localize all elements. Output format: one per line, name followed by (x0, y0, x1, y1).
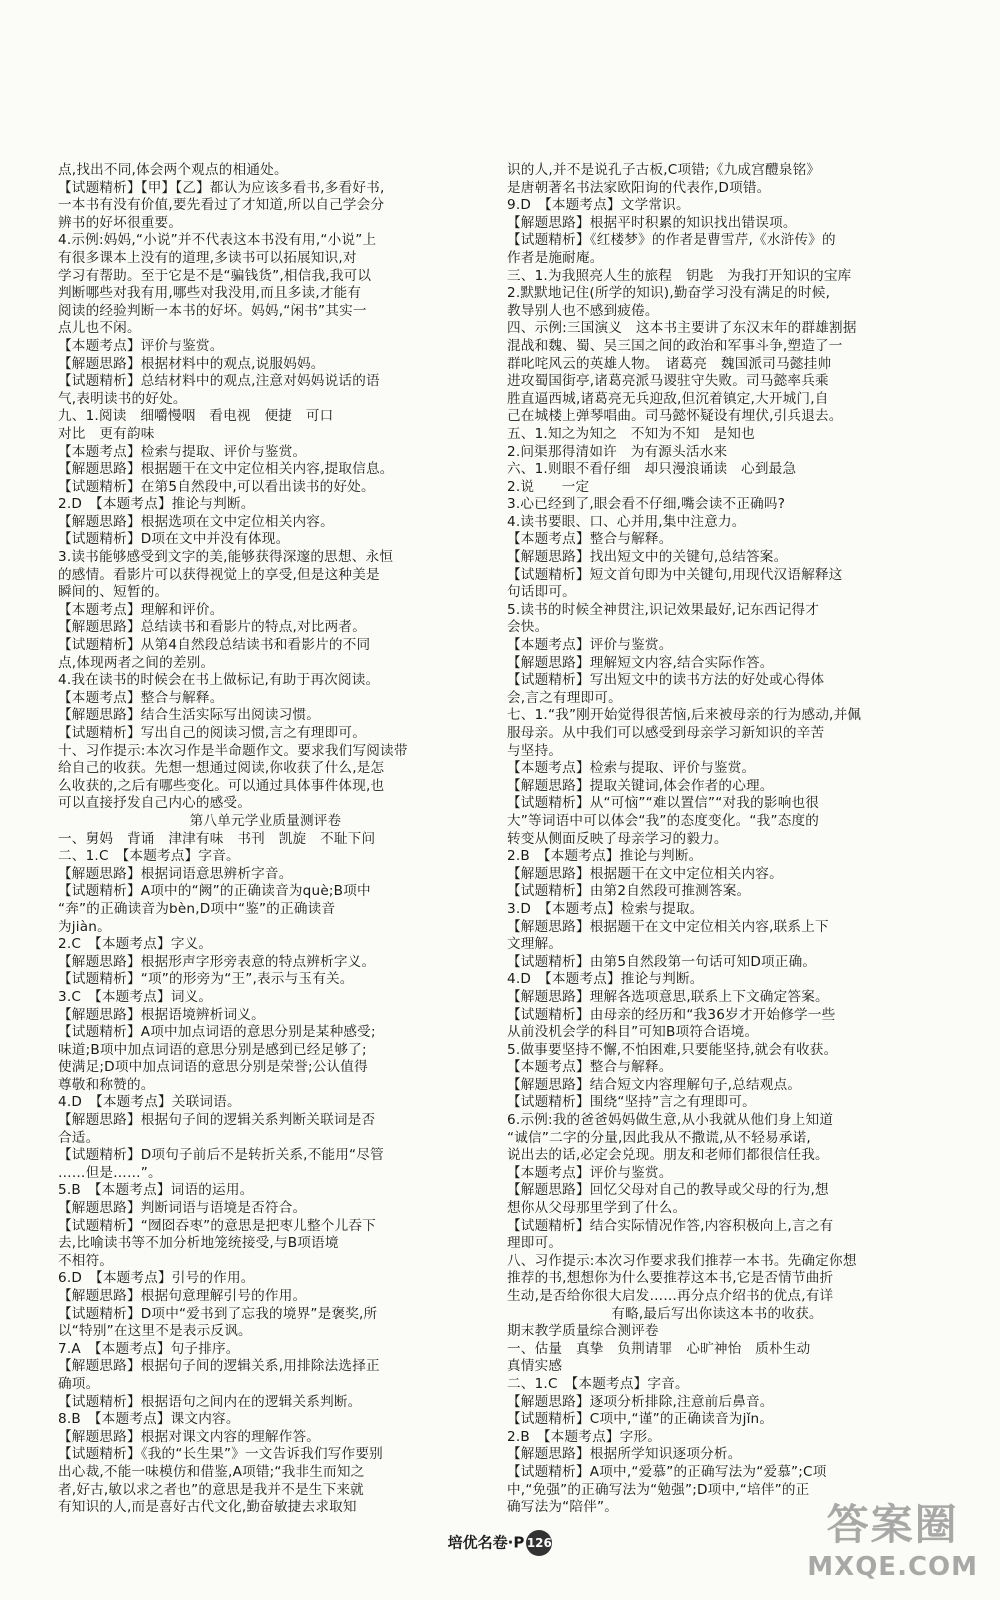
text-line: 【试题精析】总结材料中的观点,注意对妈妈说话的语 (58, 373, 380, 390)
text-line: 尊敬和称赞的。 (58, 1076, 155, 1093)
text-line: 胜直逼西城,诸葛亮无兵迎敌,但沉着镇定,大开城门,自 (507, 390, 829, 407)
text-line: 【本题考点】检索与提取、评价与鉴赏。 (507, 760, 756, 777)
text-line: 服母亲。从中我们可以感受到母亲学习新知识的辛苦 (507, 725, 825, 741)
text-line: 合适。 (58, 1129, 100, 1146)
text-line: 文理解。 (507, 936, 563, 953)
text-line: 【试题精析】从第4自然段总结读书和看影片的不同 (58, 637, 371, 654)
text-line: 【解题思路】总结读书和看影片的特点,对比两者。 (58, 619, 366, 636)
text-line: 2.问渠那得清如许 为有源头活水来 (507, 443, 728, 460)
text-line: 2.说 一定 (507, 478, 590, 495)
text-line: 【试题精析】由母亲的经历和“我36岁才开始修学一些 (507, 1006, 836, 1023)
text-line: 点,体现两者之间的差别。 (58, 654, 215, 671)
text-line: 4.读书要眼、口、心并用,集中注意力。 (507, 513, 746, 530)
text-line: 【解题思路】根据所学知识逐项分析。 (507, 1446, 742, 1463)
text-line: 【试题精析】D项句子前后不是转折关系,不能用“尽管 (58, 1147, 384, 1164)
text-line: 6.示例:我的爸爸妈妈做生意,从小我就从他们身上知道 (507, 1112, 834, 1129)
text-line: 【试题精析】短文首句即为中关键句,用现代汉语解释这 (507, 566, 843, 583)
text-line: 中,“免强”的正确写法为“勉强”;D项中,“培伴”的正 (507, 1481, 810, 1498)
text-line: 给自己的收获。先想一想通过阅读,你收获了什么,是怎 (58, 760, 385, 777)
section-title: 有略,最后写出你读这本书的收获。 (611, 1305, 823, 1322)
section-title: 第八单元学业质量测评卷 (189, 812, 342, 829)
text-line: 八、习作提示:本次习作要求我们推荐一本书。先确定你想 (507, 1252, 857, 1269)
text-line: 【试题精析】围绕“坚持”言之有理即可。 (507, 1094, 756, 1111)
text-line: 说出去的话,必定会兑现。朋友和老师们都很信任我。 (507, 1147, 829, 1164)
text-line: 3.C 【本题考点】词义。 (58, 988, 213, 1005)
text-line: 有知识的人,而是喜好古代文化,勤奋敏捷去求取知 (58, 1499, 357, 1516)
text-line: 【解题思路】根据对课文内容的理解作答。 (58, 1428, 321, 1445)
text-line: 【本题考点】评价与鉴赏。 (507, 637, 673, 654)
text-line: 点儿也不闲。 (58, 320, 141, 337)
right-column (507, 162, 927, 1517)
text-line: 为jiàn。 (58, 918, 111, 935)
text-line: 【解题思路】根据句意理解引号的作用。 (58, 1288, 307, 1304)
text-line: 作者是施耐庵。 (507, 249, 604, 266)
text-line: 4.D 【本题考点】推论与判断。 (507, 971, 704, 988)
text-line: 4.D 【本题考点】关联词语。 (58, 1094, 241, 1111)
watermark-text: 答案圈 (826, 1500, 959, 1549)
text-line: 3.D 【本题考点】检索与提取。 (507, 900, 704, 917)
text-line: 【解题思路】根据材料中的观点,说服妈妈。 (58, 355, 325, 372)
text-line: 【解题思路】判断词语与语境是否符合。 (58, 1200, 307, 1217)
text-line: 【试题精析】根据语句之间内在的逻辑关系判断。 (58, 1393, 362, 1410)
text-line: 使满足;D项中加点词语的意思分别是荣誉;公认值得 (58, 1059, 368, 1076)
text-line: 【解题思路】根据句子间的逻辑关系,用排除法选择正 (58, 1358, 380, 1375)
text-line: 4.示例:妈妈,“小说”并不代表这本书没有用,“小说”上 (58, 232, 377, 249)
text-line: 【试题精析】A项中加点词语的意思分别是某种感受; (58, 1024, 376, 1041)
text-line: 【解题思路】结合生活实际写出阅读习惯。 (58, 707, 321, 724)
text-line: 【解题思路】回忆父母对自己的教导或父母的行为,想 (507, 1182, 829, 1199)
text-line: 大”等词语中可以体会“我”的态度变化。“我”态度的 (507, 812, 820, 829)
text-line: 2.B 【本题考点】推论与判断。 (507, 848, 703, 865)
text-line: 一、舅妈 背诵 津津有味 书刊 凯旋 不耻下问 (58, 830, 376, 847)
text-line: 3.心已经到了,眼会看不仔细,嘴会读不正确吗? (507, 496, 786, 513)
text-line: 期末教学质量综合测评卷 (507, 1323, 659, 1340)
text-line: 【解题思路】根据题干在文中定位相关内容,提取信息。 (58, 461, 394, 478)
text-line: 2.默默地记住(所学的知识),勤奋学习没有满足的时候, (507, 285, 831, 302)
footer-brand: 培优名卷·P (447, 1533, 525, 1552)
text-line: 会,言之有理即可。 (507, 689, 622, 706)
text-line: 学习有帮助。至于它是不是“骗钱货”,相信我,我可以 (58, 267, 372, 284)
watermark-url: MXQE.COM (807, 1552, 978, 1582)
text-line: 从前没机会学的科目”可知B项符合语境。 (507, 1024, 759, 1041)
text-line: 生动,是否给你很大启发……再分点介绍书的优点,有详 (507, 1288, 834, 1304)
text-line: 确项。 (58, 1375, 100, 1392)
text-line: 真情实感 (507, 1358, 563, 1375)
text-line: 4.我在读书的时候会在书上做标记,有助于再次阅读。 (58, 672, 380, 689)
text-line: 会快。 (507, 619, 549, 636)
text-line: 想你从父母那里学到了什么。 (507, 1200, 687, 1217)
text-line: 【试题精析】由第5自然段第一句话可知D项正确。 (507, 953, 817, 970)
text-line: 么收获的,之后有哪些变化。可以通过具体事件体现,也 (58, 777, 385, 794)
text-line: 判断哪些对我有用,哪些对我没用,而且多读,才能有 (58, 285, 362, 302)
text-line: 【本题考点】评价与鉴赏。 (507, 1164, 673, 1181)
text-line: 理即可。 (507, 1235, 563, 1252)
text-line: “诚信”二字的分量,因此我从不撒谎,从不轻易承诺, (507, 1129, 811, 1146)
text-line: 有很多课本上没有的道理,多读书可以拓展知识,对 (58, 249, 357, 266)
text-line: 【试题精析】D项在文中并没有体现。 (58, 531, 290, 548)
left-column (58, 162, 473, 1517)
text-line: 去,比喻读书等不加分析地笼统接受,与B项语境 (58, 1235, 339, 1252)
text-line: 3.读书能够感受到文字的美,能够获得深邃的思想、永恒 (58, 549, 394, 566)
text-line: 【本题考点】理解和评价。 (58, 601, 224, 618)
text-line: 点,找出不同,体会两个观点的相通处。 (58, 162, 288, 178)
text-line: 【解题思路】逐项分析排除,注意前后鼻音。 (507, 1393, 774, 1410)
text-line: 【解题思路】根据句子间的逻辑关系判断关联词是否 (58, 1112, 376, 1129)
text-line: 教导别人也不感到疲倦。 (507, 302, 659, 319)
text-line: 【本题考点】检索与提取、评价与鉴赏。 (58, 443, 307, 460)
text-line: 进攻蜀国街亭,诸葛亮派马谡驻守失败。司马懿率兵乘 (507, 373, 829, 390)
text-line: 2.B 【本题考点】字形。 (507, 1428, 662, 1445)
text-line: 5.读书的时候全神贯注,识记效果最好,记东西记得才 (507, 601, 820, 618)
text-line: 对比 更有韵味 (58, 425, 155, 442)
text-line: 2.C 【本题考点】字义。 (58, 936, 213, 953)
text-line: 的感情。看影片可以获得视觉上的享受,但是这种美是 (58, 566, 380, 583)
text-line: 气,表明读书的好处。 (58, 390, 187, 407)
text-line: 【解题思路】根据词语意思辨析字音。 (58, 865, 293, 882)
text-line: 【解题思路】根据题干在文中定位相关内容。 (507, 865, 783, 882)
text-line: 9.D 【本题考点】文学常识。 (507, 197, 690, 214)
text-line: 者,好古,敏以求之者也”的意思是我并不是生下来就 (58, 1481, 364, 1498)
text-line: 8.B 【本题考点】课文内容。 (58, 1411, 240, 1428)
text-line: 【本题考点】评价与鉴赏。 (58, 337, 224, 354)
text-line: 句话即可。 (507, 584, 576, 601)
text-line: 【解题思路】理解各选项意思,联系上下文确定答案。 (507, 988, 829, 1005)
text-line: 【试题精析】写出短文中的读书方法的好处或心得体 (507, 672, 825, 689)
text-line: 识的人,并不是说孔子古板,C项错;《九成宫醴泉铭》 (507, 162, 821, 178)
text-line: 【解题思路】根据平时积累的知识找出错误项。 (507, 214, 797, 231)
text-line: 【解题思路】理解短文内容,结合实际作答。 (507, 654, 774, 671)
text-line: 6.D 【本题考点】引号的作用。 (58, 1270, 255, 1287)
text-line: 【试题精析】在第5自然段中,可以看出读书的好处。 (58, 478, 375, 495)
text-line: 可以直接抒发自己内心的感受。 (58, 795, 252, 812)
text-line: 【解题思路】找出短文中的关键句,总结答案。 (507, 549, 788, 566)
text-line: 辨书的好坏很重要。 (58, 214, 183, 231)
text-line: 与坚持。 (507, 742, 563, 759)
text-line: 【试题精析】【甲】【乙】都认为应该多看书,多看好书, (58, 179, 385, 196)
text-line: 混战和魏、蜀、吴三国之间的政治和军事斗争,塑造了一 (507, 337, 843, 354)
text-line: 【本题考点】整合与解释。 (507, 531, 673, 548)
text-line: 九、1.阅读 细嚼慢咽 看电视 便捷 可口 (58, 408, 334, 425)
text-line: 五、1.知之为知之 不知为不知 是知也 (507, 425, 755, 442)
text-line: 二、1.C 【本题考点】字音。 (507, 1375, 689, 1392)
text-line: 【本题考点】整合与解释。 (58, 689, 224, 706)
text-line: 六、1.则眼不看仔细 却只漫浪诵读 心到最急 (507, 461, 797, 478)
text-line: 转变从侧面反映了母亲学习的毅力。 (507, 830, 728, 847)
text-line: 群叱咤风云的英雄人物。 诸葛亮 魏国派司马懿挂帅 (507, 355, 832, 372)
text-line: 【试题精析】D项中“爱书到了忘我的境界”是褒奖,所 (58, 1305, 378, 1322)
text-line: 十、习作提示:本次习作是半命题作文。要求我们写阅读带 (58, 742, 408, 759)
text-line: 确写法为“陪伴”。 (507, 1499, 619, 1516)
text-line: 【解题思路】根据形声字形旁表意的特点辨析字义。 (58, 953, 376, 970)
text-line: 7.A 【本题考点】句子排序。 (58, 1340, 240, 1357)
text-line: 【试题精析】A项中的“阙”的正确读音为què;B项中 (58, 883, 371, 900)
text-line: 【解题思路】根据题干在文中定位相关内容,联系上下 (507, 918, 829, 935)
page-number-badge: 126 (526, 1530, 552, 1556)
text-line: 【试题精析】从“可恼”“难以置信”“对我的影响也很 (507, 795, 820, 812)
text-line: 以“特别”在这里不是表示反讽。 (58, 1323, 252, 1340)
text-line: 推荐的书,想想你为什么要推荐这本书,它是否情节曲折 (507, 1270, 834, 1287)
text-line: 【试题精析】“囫囵吞枣”的意思是把枣儿整个儿吞下 (58, 1217, 376, 1234)
text-line: 味道;B项中加点词语的意思分别是感到已经足够了; (58, 1041, 367, 1058)
text-line: 2.D 【本题考点】推论与判断。 (58, 496, 255, 513)
text-line: 出心裁,不能一味模仿和借鉴,A项错;“我非生而知之 (58, 1463, 365, 1480)
text-line: 二、1.C 【本题考点】字音。 (58, 848, 240, 865)
text-line: 瞬间的、短暂的。 (58, 584, 169, 601)
text-line: 是唐朝著名书法家欧阳询的代表作,D项错。 (507, 179, 771, 196)
text-line: 【试题精析】结合实际情况作答,内容积极向上,言之有 (507, 1217, 834, 1234)
text-line: 【解题思路】根据选项在文中定位相关内容。 (58, 513, 334, 530)
text-line: 阅读的经验判断一本书的好坏。妈妈,“闲书”其实一 (58, 302, 367, 319)
text-line: 【试题精析】C项中,“谨”的正确读音为jǐn。 (507, 1411, 774, 1428)
text-line: “奔”的正确读音为bèn,D项中“鉴”的正确读音 (58, 900, 336, 917)
text-line: 【解题思路】结合短文内容理解句子,总结观点。 (507, 1076, 802, 1093)
text-line: 一本书有没有价值,要先看过了才知道,所以自己学会分 (58, 197, 385, 214)
text-line: 一、估量 真挚 负荆请罪 心旷神怡 质朴生动 (507, 1340, 811, 1357)
text-line: 七、1.“我”刚开始觉得很苦恼,后来被母亲的行为感动,并佩 (507, 707, 862, 724)
text-line: 【试题精析】《我的“长生果”》一文告诉我们写作要别 (58, 1446, 383, 1463)
text-line: 己在城楼上弹琴唱曲。司马懿怀疑设有埋伏,引兵退去。 (507, 408, 843, 425)
text-line: 三、1.为我照亮人生的旅程 钥匙 为我打开知识的宝库 (507, 267, 852, 284)
text-line: 【试题精析】写出自己的阅读习惯,言之有理即可。 (58, 725, 366, 741)
text-line: 【试题精析】由第2自然段可推测答案。 (507, 883, 751, 900)
text-line: 【解题思路】根据语境辨析词义。 (58, 1006, 265, 1023)
text-line: 5.做事要坚持不懈,不怕困难,只要能坚持,就会有收获。 (507, 1041, 838, 1058)
text-line: ……但是……”。 (58, 1164, 162, 1181)
text-line: 【试题精析】《红楼梦》的作者是曹雪芹,《水浒传》的 (507, 232, 836, 249)
text-line: 四、示例:三国演义 这本书主要讲了东汉末年的群雄割据 (507, 320, 857, 337)
text-line: 【试题精析】“项”的形旁为“王”,表示与玉有关。 (58, 971, 354, 988)
text-line: 5.B 【本题考点】词语的运用。 (58, 1182, 254, 1199)
text-line: 不相符。 (58, 1252, 114, 1269)
text-line: 【试题精析】A项中,“爱慕”的正确写法为“爱慕”;C项 (507, 1463, 827, 1480)
text-line: 【本题考点】整合与解释。 (507, 1059, 673, 1076)
watermark-logo (807, 1492, 978, 1582)
text-line: 【解题思路】提取关键词,体会作者的心理。 (507, 777, 774, 794)
